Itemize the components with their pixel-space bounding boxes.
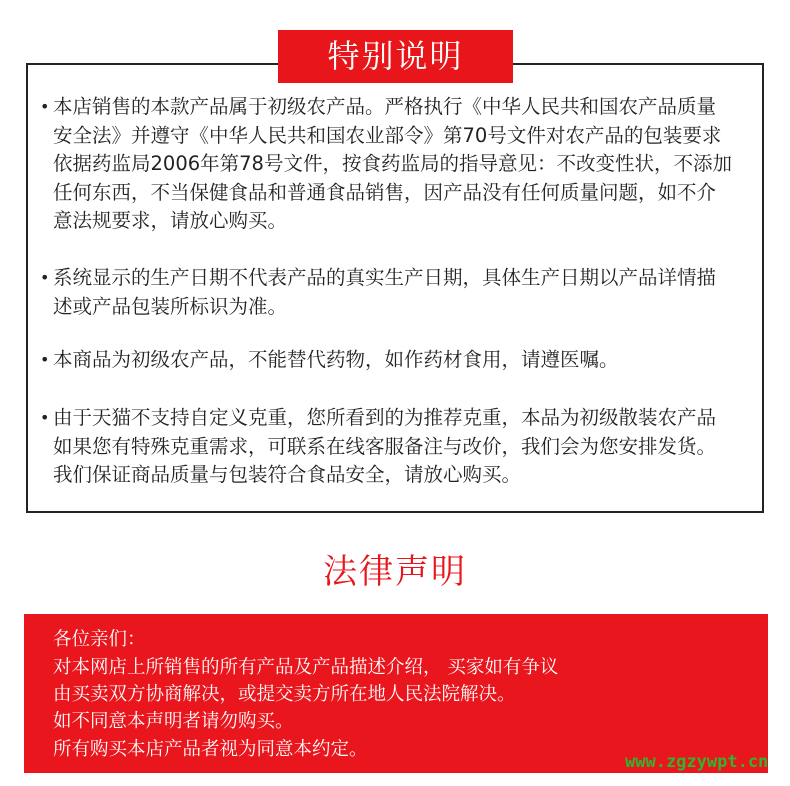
text-line: 安全法》并遵守《中华人民共和国农业部令》第70号文件对农产品的包装要求 — [53, 123, 722, 147]
text-line: 如不同意本声明者请勿购买。 — [53, 711, 294, 732]
legal-box — [24, 614, 768, 773]
text-line: 本商品为初级农产品，不能替代药物，如作药材食用，请遵医嘱。 — [53, 348, 619, 371]
text-line: 系统显示的生产日期不代表产品的真实生产日期，具体生产日期以产品详情描 — [53, 266, 717, 289]
notice-paragraph-1 — [36, 93, 732, 236]
text-line: 如果您有特殊克重需求，可联系在线客服备注与改价，我们会为您安排发货。 — [53, 434, 717, 458]
bullet-icon: • — [40, 350, 50, 369]
text-line: 依据药监局2006年第78号文件，按食药监局的指导意见：不改变性状，不添加 — [53, 152, 732, 176]
text-line: 本店销售的本款产品属于初级农产品。严格执行《中华人民共和国农产品质量 — [53, 95, 717, 118]
text-line: 任何东西，不当保健食品和普通食品销售，因产品没有任何质量问题，如不介 — [53, 180, 717, 204]
notice-paragraph-2 — [36, 264, 716, 321]
text-line: 由买卖双方协商解决，或提交卖方所在地人民法院解决。 — [53, 684, 516, 705]
text-line: 所有购买本店产品者视为同意本约定。 — [53, 739, 368, 760]
legal-title: 法律声明 — [323, 552, 467, 592]
notice-paragraph-3 — [36, 346, 619, 375]
notice-paragraph-4 — [36, 404, 716, 490]
watermark: www.zgzywpt.cn — [625, 752, 769, 772]
text-line: 由于天猫不支持自定义克重，您所看到的为推荐克重，本品为初级散装农产品 — [53, 406, 717, 429]
bullet-icon: • — [40, 268, 50, 287]
text-line: 述或产品包装所标识为准。 — [53, 294, 288, 318]
text-line: 对本网店上所销售的所有产品及产品描述介绍， 买家如有争议 — [53, 657, 559, 678]
bullet-icon: • — [40, 97, 50, 116]
bullet-icon: • — [40, 408, 50, 427]
text-line: 各位亲们： — [53, 629, 146, 650]
notice-title: 特别说明 — [278, 30, 513, 83]
text-line: 我们保证商品质量与包装符合食品安全，请放心购买。 — [53, 463, 522, 487]
text-line: 意法规要求，请放心购买。 — [53, 209, 288, 233]
